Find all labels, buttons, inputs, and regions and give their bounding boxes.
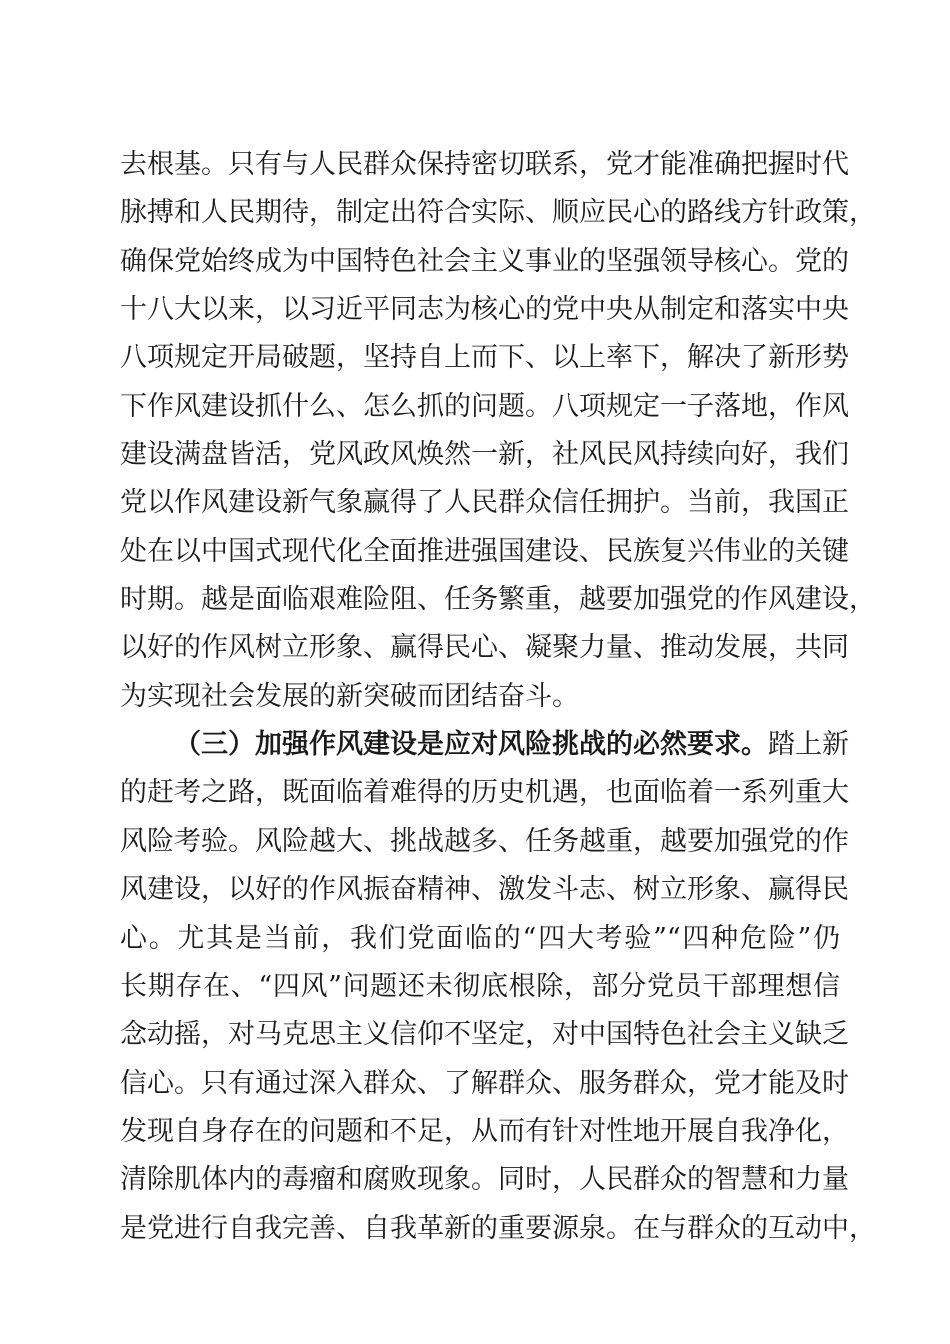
text-line: 发现自身存在的问题和不足，从而有针对性地开展自我净化， xyxy=(120,1115,849,1147)
text-line: 确保党始终成为中国特色社会主义事业的坚强领导核心。党的 xyxy=(120,245,849,277)
text-line: 处在以中国式现代化全面推进强国建设、民族复兴伟业的关键 xyxy=(120,535,849,567)
text-line: 下作风建设抓什么、怎么抓的问题。八项规定一子落地，作风 xyxy=(120,390,849,422)
text-line: 长期存在、“四风”问题还未彻底根除，部分党员干部理想信 xyxy=(120,970,840,1002)
text-line: 的赶考之路，既面临着难得的历史机遇，也面临着一系列重大 xyxy=(120,777,849,809)
text-line: 建设满盘皆活，党风政风焕然一新，社风民风持续向好，我们 xyxy=(120,439,849,471)
text-line: 时期。越是面临艰难险阻、任务繁重，越要加强党的作风建设， xyxy=(120,584,876,616)
text-line: 为实现社会发展的新突破而团结奋斗。 xyxy=(120,680,579,712)
text-line: 清除肌体内的毒瘤和腐败现象。同时，人民群众的智慧和力量 xyxy=(120,1164,849,1196)
text-line: 脉搏和人民期待，制定出符合实际、顺应民心的路线方针政策， xyxy=(120,197,876,229)
section-heading-line xyxy=(120,721,849,769)
text-line: 风险考验。风险越大、挑战越多、任务越重，越要加强党的作 xyxy=(120,825,849,857)
paragraph-2 xyxy=(120,721,876,1253)
body-text xyxy=(120,141,876,1253)
paragraph-1 xyxy=(120,141,876,721)
text-line: 以好的作风树立形象、赢得民心、凝聚力量、推动发展，共同 xyxy=(120,632,849,664)
text-line: 八项规定开局破题，坚持自上而下、以上率下，解决了新形势 xyxy=(120,342,849,374)
text-line: 风建设，以好的作风振奋精神、激发斗志、树立形象、赢得民 xyxy=(120,874,849,906)
text-line: 是党进行自我完善、自我革新的重要源泉。在与群众的互动中， xyxy=(120,1212,876,1244)
section-heading: （三）加强作风建设是应对风险挑战的必然要求。 xyxy=(174,729,768,761)
text-line: 心。尤其是当前，我们党面临的“四大考验”“四种危险”仍 xyxy=(120,922,840,954)
text-line: 党以作风建设新气象赢得了人民群众信任拥护。当前，我国正 xyxy=(120,487,849,519)
heading-line-tail: 踏上新 xyxy=(768,729,849,761)
text-line: 十八大以来，以习近平同志为核心的党中央从制定和落实中央 xyxy=(120,294,849,326)
text-line: 念动摇，对马克思主义信仰不坚定，对中国特色社会主义缺乏 xyxy=(120,1019,849,1051)
text-line: 信心。只有通过深入群众、了解群众、服务群众，党才能及时 xyxy=(120,1067,849,1099)
text-line: 去根基。只有与人民群众保持密切联系，党才能准确把握时代 xyxy=(120,149,849,180)
